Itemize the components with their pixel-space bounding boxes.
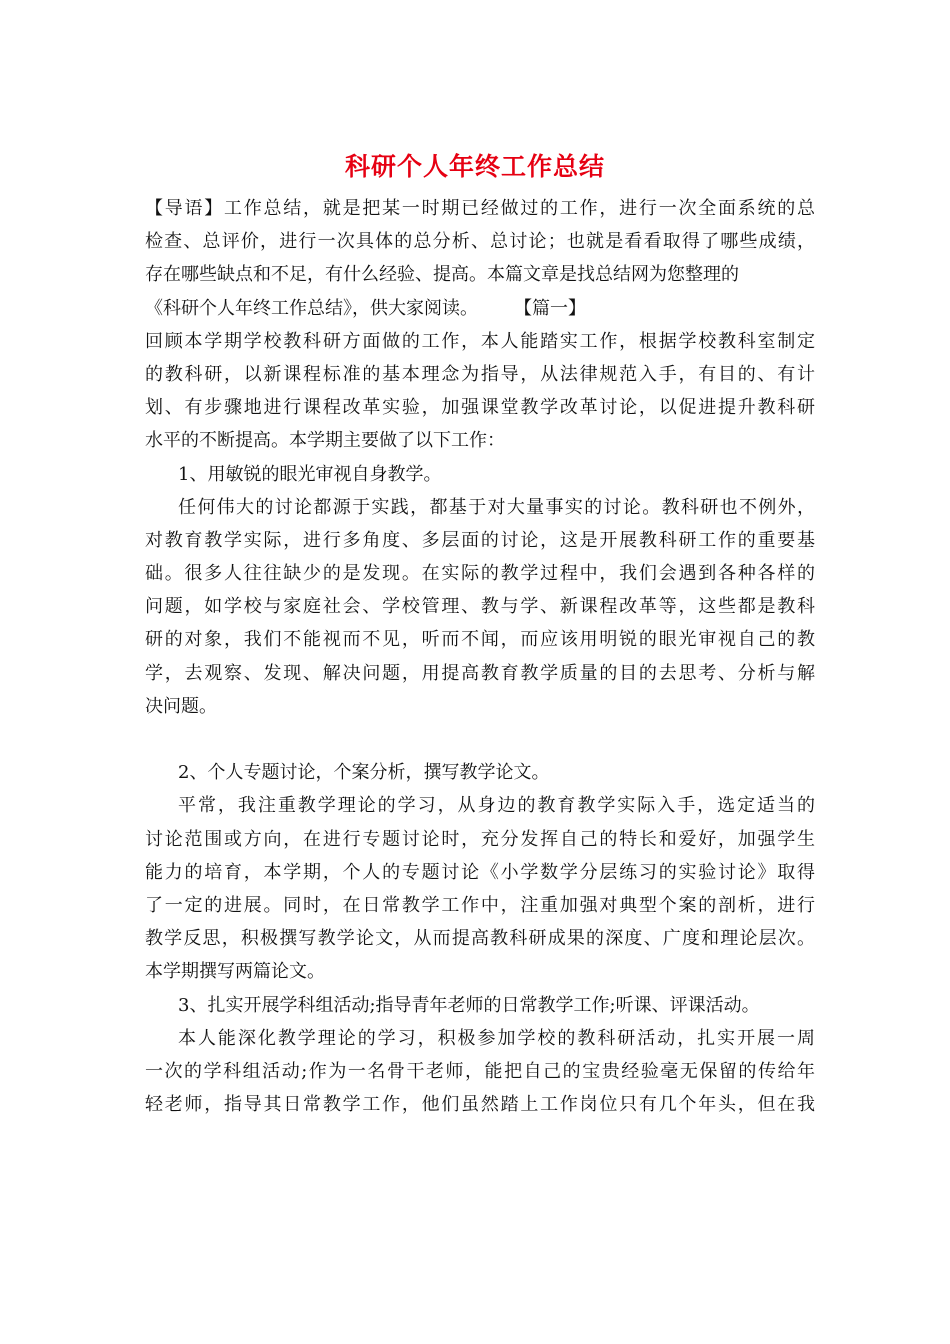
text-line: 问题，如学校与家庭社会、学校管理、教与学、新课程改革等，这些都是教科 bbox=[145, 596, 815, 618]
text-line: 学，去观察、发现、解决问题，用提高教育教学质量的目的去思考、分析与解 bbox=[145, 662, 815, 684]
text-line: 决问题。 bbox=[145, 695, 217, 717]
text-line: 本人能深化教学理论的学习，积极参加学校的教科研活动，扎实开展一周 bbox=[178, 1027, 815, 1049]
text-line: 础。很多人往往缺少的是发现。在实际的教学过程中，我们会遇到各种各样的 bbox=[145, 563, 815, 585]
text-line: 对教育教学实际，进行多角度、多层面的讨论，这是开展教科研工作的重要基 bbox=[145, 529, 815, 551]
text-line: 《科研个人年终工作总结》，供大家阅读。 【篇一】 bbox=[145, 297, 586, 319]
text-line: 的教科研，以新课程标准的基本理念为指导，从法律规范入手，有目的、有计 bbox=[145, 363, 815, 385]
text-line: 平常，我注重教学理论的学习，从身边的教育教学实际入手，选定适当的 bbox=[178, 795, 815, 817]
text-line: 检查、总评价，进行一次具体的总分析、总讨论；也就是看看取得了哪些成绩， bbox=[145, 231, 815, 253]
section-heading-1: 1、用敏锐的眼光审视自身教学。 bbox=[178, 463, 442, 485]
document-title: 科研个人年终工作总结 bbox=[344, 152, 605, 181]
section-heading-3: 3、扎实开展学科组活动;指导青年老师的日常教学工作;听课、评课活动。 bbox=[178, 994, 760, 1016]
blank-line bbox=[145, 723, 815, 756]
text-line: 研的对象，我们不能视而不见，听而不闻，而应该用明锐的眼光审视自己的教 bbox=[145, 629, 815, 651]
text-line: 回顾本学期学校教科研方面做的工作，本人能踏实工作，根据学校教科室制定 bbox=[145, 330, 815, 352]
document-body bbox=[145, 192, 815, 1121]
section-heading-2: 2、个人专题讨论，个案分析，撰写教学论文。 bbox=[178, 762, 550, 784]
text-line: 划、有步骤地进行课程改革实验，加强课堂教学改革讨论，以促进提升教科研 bbox=[145, 397, 815, 419]
text-line: 存在哪些缺点和不足，有什么经验、提高。本篇文章是找总结网为您整理的 bbox=[145, 264, 739, 286]
text-line: 轻老师，指导其日常教学工作，他们虽然踏上工作岗位只有几个年头，但在我 bbox=[145, 1094, 815, 1116]
text-line: 水平的不断提高。本学期主要做了以下工作： bbox=[145, 430, 505, 452]
text-line: 了一定的进展。同时，在日常教学工作中，注重加强对典型个案的剖析，进行 bbox=[145, 894, 815, 916]
text-line: 讨论范围或方向，在进行专题讨论时，充分发挥自己的特长和爱好，加强学生 bbox=[145, 828, 815, 850]
text-line: 本学期撰写两篇论文。 bbox=[145, 961, 325, 983]
text-line: 一次的学科组活动;作为一名骨干老师，能把自己的宝贵经验毫无保留的传给年 bbox=[145, 1060, 815, 1082]
text-line: 能力的培育，本学期，个人的专题讨论《小学数学分层练习的实验讨论》取得 bbox=[145, 861, 815, 883]
text-line: 教学反思，积极撰写教学论文，从而提高教科研成果的深度、广度和理论层次。 bbox=[145, 928, 815, 950]
text-line: 任何伟大的讨论都源于实践，都基于对大量事实的讨论。教科研也不例外， bbox=[178, 496, 815, 518]
text-line: 【导语】工作总结，就是把某一时期已经做过的工作，进行一次全面系统的总 bbox=[145, 198, 815, 219]
